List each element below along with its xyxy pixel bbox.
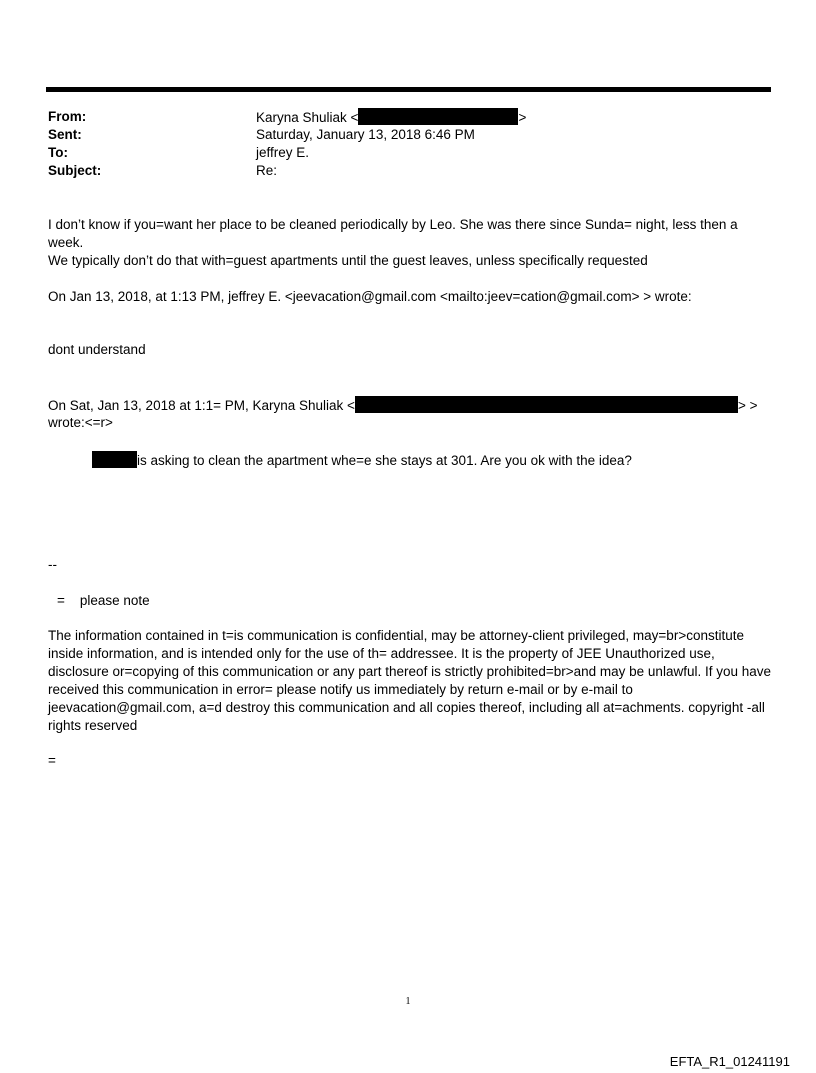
inner-message-text: is asking to clean the apartment whe=e she stays at 301. Are you ok with the idea? <box>137 453 632 468</box>
signature-dashes: -- <box>48 557 57 572</box>
quote-header-2-text: On Sat, Jan 13, 2018 at 1:1= PM, Karyna Shuliak < <box>48 398 355 413</box>
trailing-equals: = <box>48 753 56 768</box>
from-bracket: > <box>518 110 527 125</box>
subject-label: Subject: <box>48 163 102 178</box>
redaction-box <box>355 396 738 413</box>
disclaimer: The information contained in t=is communication is confidential, may be attorney-client privileged, may=br>constitute inside information, and is intended only for the use of th= addressee. It is the property of JEE Unauthorized use, disclosure or=copying of this communication or any part thereof is strictly prohibited=br>and may be unlawful. If you have received this communication in error= please notify us immediately by return e-mail or by e-mail to jeevacation@gmail.com, a=d destroy this communication and all copies thereof, including all at=achments. copyright -all rights reserved <box>48 628 772 733</box>
quote-header-2-tail: > > <box>737 398 758 413</box>
body-line-3: We typically don’t do that with=guest apartments until the guest leaves, unless specifically requested <box>48 253 648 268</box>
header-rule <box>46 87 771 92</box>
sent-value: Saturday, January 13, 2018 6:46 PM <box>256 127 475 142</box>
sent-label: Sent: <box>48 127 82 142</box>
body-line-1: I don’t know if you=want her place to be cleaned periodically by Leo. She was there since Sunda= night, less then a <box>48 217 738 232</box>
dont-understand-text: dont understand <box>48 342 146 357</box>
page-number: 1 <box>405 996 411 1007</box>
subject-value: Re: <box>256 163 278 178</box>
please-note: = please note <box>57 593 150 608</box>
from-value <box>256 108 526 127</box>
quote-header-2-wrote: wrote:<=r> <box>48 415 113 430</box>
from-name: Karyna Shuliak < <box>256 110 359 125</box>
bates-number: EFTA_R1_01241191 <box>669 1054 790 1069</box>
from-label: From: <box>48 109 87 124</box>
body-line-2: week. <box>48 235 84 250</box>
to-label: To: <box>48 145 68 160</box>
inner-message <box>92 451 772 470</box>
quote-header-2 <box>48 396 773 415</box>
redaction-box <box>92 451 137 468</box>
quote-header-1: On Jan 13, 2018, at 1:13 PM, jeffrey E. <jeevacation@gmail.com <mailto:jeev=cation@gmail.com> > wrote: <box>48 289 692 304</box>
to-value: jeffrey E. <box>256 145 310 160</box>
redaction-box <box>358 108 518 125</box>
